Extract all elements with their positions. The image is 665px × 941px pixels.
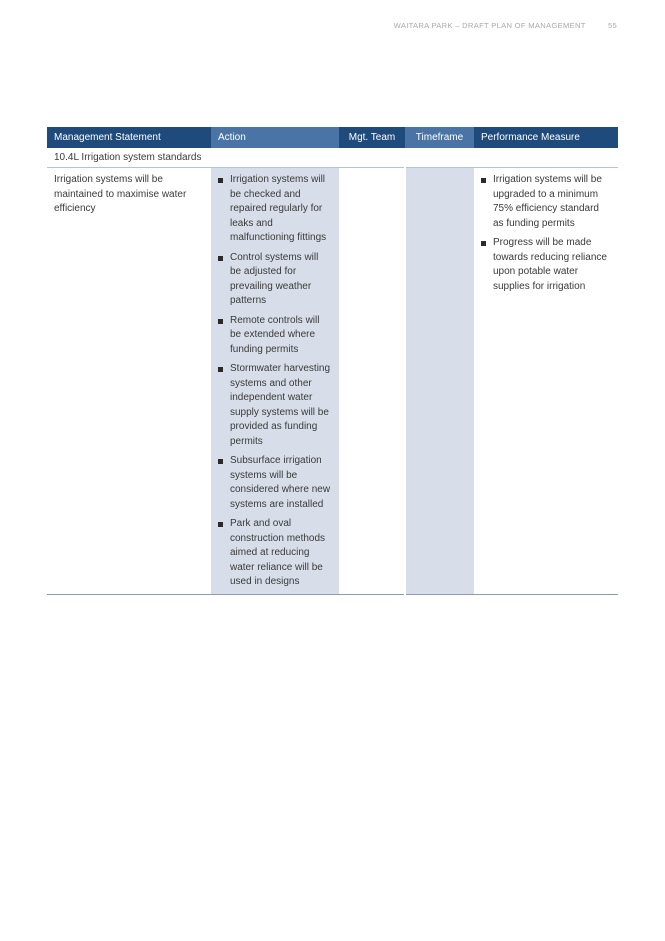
document-title: WAITARA PARK – DRAFT PLAN OF MANAGEMENT xyxy=(393,21,586,30)
square-bullet-icon xyxy=(218,319,223,324)
performance-measure-cell xyxy=(474,168,618,595)
timeframe-cell xyxy=(405,168,474,595)
column-header-action: Action xyxy=(211,127,339,148)
square-bullet-icon xyxy=(218,459,223,464)
list-item xyxy=(481,173,611,231)
square-bullet-icon xyxy=(481,241,486,246)
page-number: 55 xyxy=(607,21,617,30)
section-title: 10.4L Irrigation system standards xyxy=(47,148,618,168)
square-bullet-icon xyxy=(218,367,223,372)
action-item-text: Remote controls will be extended where funding permits xyxy=(230,314,320,355)
list-item xyxy=(481,236,611,294)
action-item-text: Control systems will be adjusted for prevailing weather patterns xyxy=(230,251,319,307)
list-item xyxy=(218,314,332,358)
list-item xyxy=(218,454,332,512)
performance-item-text: Progress will be made towards reducing reliance upon potable water supplies for irrigation xyxy=(493,236,607,292)
management-statement-cell xyxy=(47,168,211,595)
running-header xyxy=(394,21,617,30)
square-bullet-icon xyxy=(481,178,486,183)
list-item xyxy=(218,251,332,309)
column-header-timeframe: Timeframe xyxy=(405,127,474,148)
action-item-text: Park and oval construction methods aimed at reducing water reliance will be used in designs xyxy=(230,518,326,588)
table-row xyxy=(47,168,618,595)
list-item xyxy=(218,517,332,590)
performance-item-text: Irrigation systems will be upgraded to a minimum 75% efficiency standard as funding permits xyxy=(493,174,602,229)
action-list xyxy=(218,173,332,590)
square-bullet-icon xyxy=(218,256,223,261)
table-header-row xyxy=(47,127,618,148)
column-header-management-statement: Management Statement xyxy=(47,127,211,148)
performance-measure-list xyxy=(481,173,611,294)
action-item-text: Subsurface irrigation systems will be considered where new systems are installed xyxy=(230,455,331,510)
column-header-performance-measure: Performance Measure xyxy=(474,127,618,148)
action-item-text: Stormwater harvesting systems and other independent water supply systems will be provided as funding permits xyxy=(230,362,331,447)
square-bullet-icon xyxy=(218,178,223,183)
action-cell xyxy=(211,168,339,595)
column-header-mgt-team: Mgt. Team xyxy=(339,127,405,148)
action-item-text: Irrigation systems will be checked and repaired regularly for leaks and malfunctioning fittings xyxy=(230,174,327,244)
mgt-team-cell xyxy=(339,168,405,595)
section-row xyxy=(47,148,618,168)
management-table xyxy=(47,127,618,595)
square-bullet-icon xyxy=(218,522,223,527)
list-item xyxy=(218,173,332,246)
list-item xyxy=(218,362,332,450)
management-statement-text: Irrigation systems will be maintained to maximise water efficiency xyxy=(54,174,187,215)
